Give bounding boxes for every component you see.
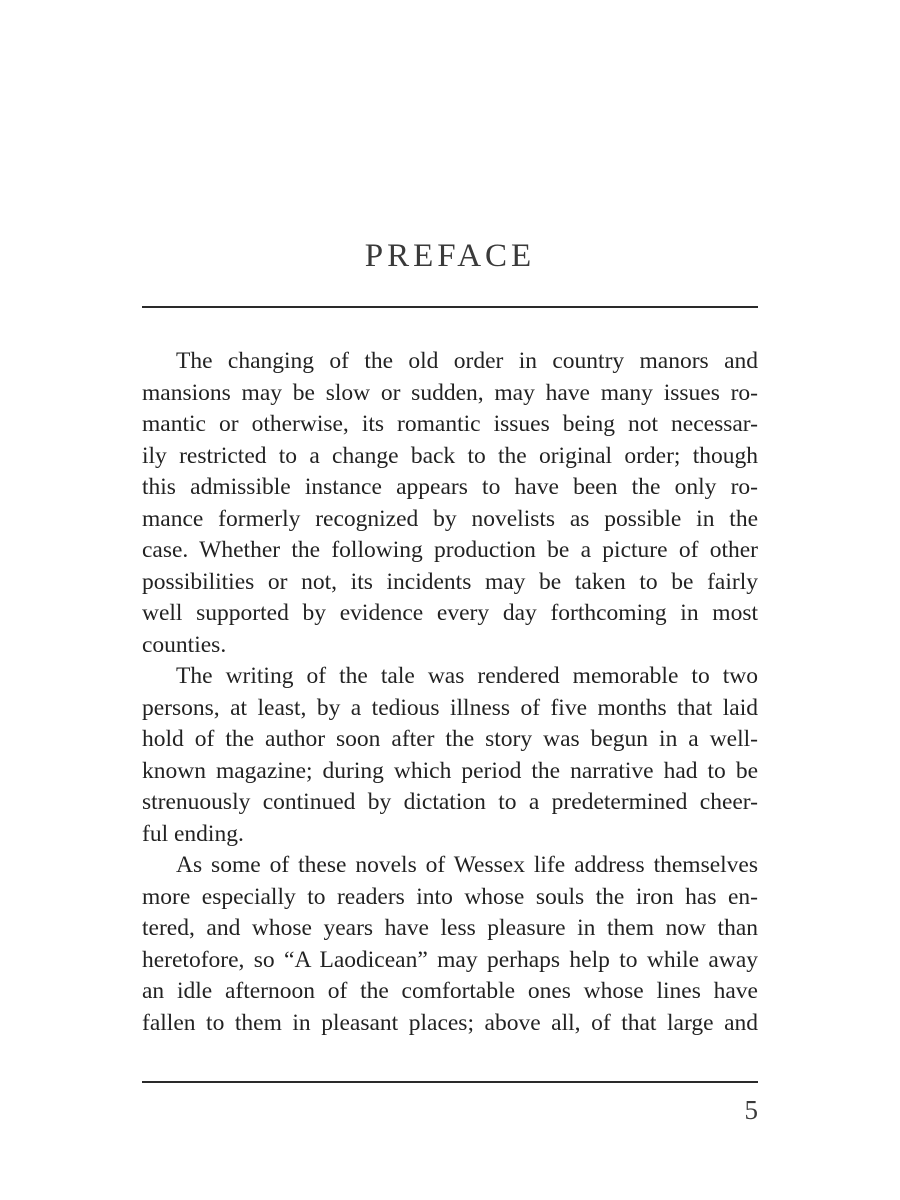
paragraph-1-line-6: mance formerly recognized by novelists as possible in the: [142, 505, 758, 532]
paragraph-3-line-5: an idle afternoon of the comfortable ones whose lines have: [142, 978, 758, 1004]
paragraph-3-line-2: more especially to readers into whose souls the iron has en-: [142, 883, 758, 910]
paragraph-3-line-3: tered, and whose years have less pleasure in them now than: [142, 915, 758, 941]
page-title: PREFACE: [364, 238, 536, 274]
paragraph-2-line-6: ful ending.: [142, 820, 244, 847]
page-number: 5: [744, 1095, 758, 1125]
preface-body: [142, 346, 758, 1039]
paragraph-2-line-1: The writing of the tale was rendered memorable to two: [176, 663, 758, 689]
paragraph-1-line-1: The changing of the old order in country manors and: [176, 348, 758, 374]
paragraph-3-line-6: fallen to them in pleasant places; above all, of that large and: [142, 1009, 758, 1036]
bottom-divider: [142, 1081, 758, 1083]
top-divider: [142, 306, 758, 308]
paragraph-1-line-2: mansions may be slow or sudden, may have many issues ro-: [142, 379, 758, 406]
paragraph-1-line-7: case. Whether the following production be a picture of other: [142, 537, 758, 563]
paragraph-1-line-9: well supported by evidence every day forthcoming in most: [142, 600, 758, 626]
paragraph-2-line-2: persons, at least, by a tedious illness of five months that laid: [142, 694, 758, 721]
paragraph-3-line-1: As some of these novels of Wessex life address themselves: [176, 852, 758, 878]
paragraph-1-line-5: this admissible instance appears to have been the only ro-: [142, 474, 758, 500]
paragraph-1-line-4: ily restricted to a change back to the original order; though: [142, 442, 758, 469]
paragraph-2-line-3: hold of the author soon after the story was begun in a well-: [142, 726, 758, 752]
paragraph-1-line-3: mantic or otherwise, its romantic issues being not necessar-: [142, 411, 758, 437]
paragraph-1-line-8: possibilities or not, its incidents may be taken to be fairly: [142, 568, 758, 595]
paragraph-3-line-4: heretofore, so “A Laodicean” may perhaps help to while away: [142, 946, 758, 973]
paragraph-2-line-4: known magazine; during which period the narrative had to be: [142, 757, 758, 784]
paragraph-2-line-5: strenuously continued by dictation to a predetermined cheer-: [142, 789, 758, 815]
paragraph-1-line-10: counties.: [142, 631, 227, 658]
